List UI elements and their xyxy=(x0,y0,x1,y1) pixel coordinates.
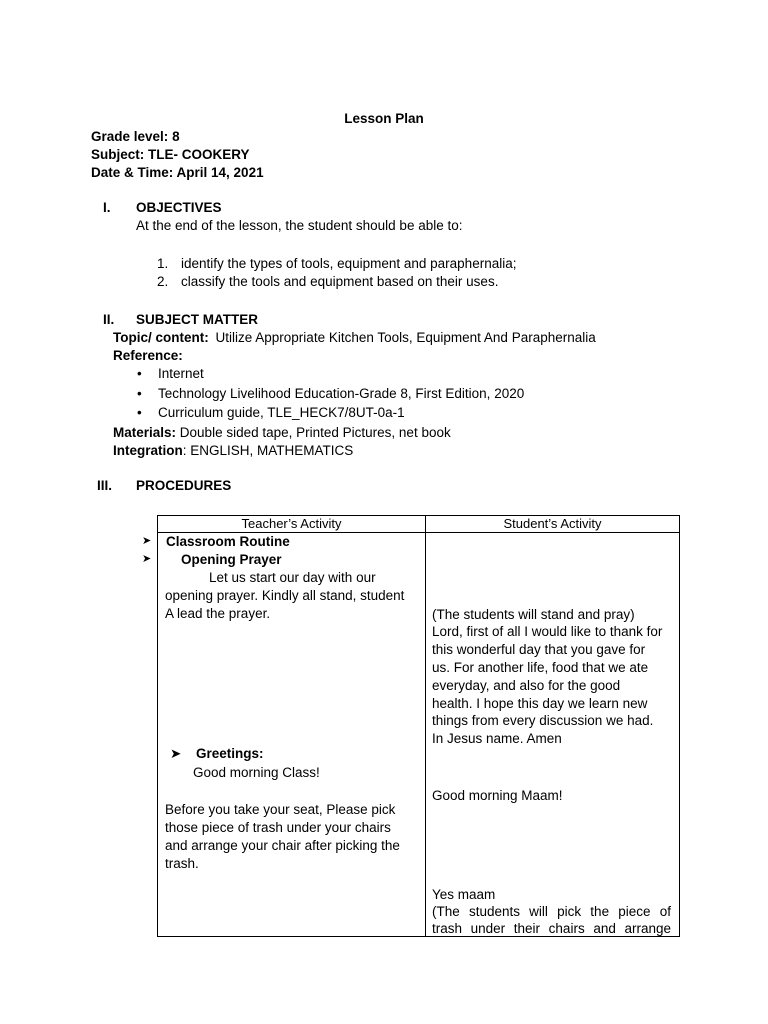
objectives-intro: At the end of the lesson, the student should be able to: xyxy=(136,218,463,233)
section-3-heading: PROCEDURES xyxy=(136,478,232,493)
student-yes: Yes maam xyxy=(432,887,496,902)
objective-item: classify the tools and equipment based on their uses. xyxy=(181,274,499,289)
objective-item: identify the types of tools, equipment and paraphernalia; xyxy=(181,256,517,271)
teacher-trash-line: those piece of trash under your chairs xyxy=(165,820,391,835)
document-title: Lesson Plan xyxy=(344,111,424,126)
subject-line xyxy=(91,146,250,164)
student-prayer-line: things from every discussion we had. xyxy=(432,713,654,728)
reference-label: Reference: xyxy=(113,348,183,363)
integration-line xyxy=(113,442,353,460)
date-label: Date & Time: xyxy=(91,165,174,180)
reference-item: Internet xyxy=(158,366,204,381)
teacher-trash-line: Before you take your seat, Please pick xyxy=(165,802,396,817)
bullet-icon: • xyxy=(137,386,142,401)
arrow-bullet-icon: ➤ xyxy=(170,746,182,761)
table-header-row xyxy=(158,516,680,533)
teacher-greeting: Good morning Class! xyxy=(193,765,320,780)
teacher-prayer-line: A lead the prayer. xyxy=(165,606,271,621)
grade-level-line xyxy=(91,128,180,146)
integration-label: Integration xyxy=(113,443,183,458)
bullet-icon: • xyxy=(137,366,142,381)
teacher-activity-header: Teacher’s Activity xyxy=(158,516,426,533)
student-activity-header: Student’s Activity xyxy=(426,516,680,533)
section-2-heading: SUBJECT MATTER xyxy=(136,312,259,327)
objective-number: 1. xyxy=(157,256,169,271)
student-prayer-line: this wonderful day that you gave for xyxy=(432,642,646,657)
bullet-icon: • xyxy=(137,405,142,420)
student-prayer-line: us. For another life, food that we ate xyxy=(432,660,649,675)
topic-label: Topic/ content: xyxy=(113,330,209,345)
grade-value: 8 xyxy=(172,129,180,144)
reference-item: Curriculum guide, TLE_HECK7/8UT-0a-1 xyxy=(158,405,405,420)
greetings-heading: Greetings: xyxy=(196,746,264,761)
materials-label: Materials: xyxy=(113,425,177,440)
student-trash-line: (The students will pick the piece of xyxy=(432,904,671,919)
teacher-activity-cell xyxy=(158,533,426,937)
subject-label: Subject: xyxy=(91,147,145,162)
section-2-numeral: II. xyxy=(103,312,115,327)
materials-value: Double sided tape, Printed Pictures, net book xyxy=(179,425,451,440)
student-trash-line: trash under their chairs and arrange xyxy=(432,921,671,936)
student-prayer-line: health. I hope this day we learn new xyxy=(432,696,648,711)
prayer-heading: Opening Prayer xyxy=(181,552,282,567)
integration-value: : ENGLISH, MATHEMATICS xyxy=(182,443,354,458)
student-prayer-line: everyday, and also for the good xyxy=(432,678,621,693)
teacher-trash-line: trash. xyxy=(165,856,199,871)
subject-value: TLE- COOKERY xyxy=(148,147,250,162)
topic-value: Utilize Appropriate Kitchen Tools, Equipment And Paraphernalia xyxy=(215,330,596,345)
section-1-numeral: I. xyxy=(103,200,111,215)
topic-line xyxy=(113,329,596,347)
procedures-table xyxy=(157,515,680,937)
teacher-prayer-line: opening prayer. Kindly all stand, student xyxy=(165,588,405,603)
materials-line xyxy=(113,424,451,442)
student-prayer-line: (The students will stand and pray) xyxy=(432,607,635,622)
arrow-bullet-icon: ➤ xyxy=(142,535,152,547)
student-greeting: Good morning Maam! xyxy=(432,788,563,803)
section-3-numeral: III. xyxy=(97,478,113,493)
arrow-bullet-icon: ➤ xyxy=(142,553,152,565)
section-1-heading: OBJECTIVES xyxy=(136,200,222,215)
table-row xyxy=(158,533,680,937)
student-prayer-line: In Jesus name. Amen xyxy=(432,731,562,746)
student-prayer-line: Lord, first of all I would like to thank for xyxy=(432,624,663,639)
objective-number: 2. xyxy=(157,274,169,289)
student-activity-cell xyxy=(426,533,680,937)
reference-item: Technology Livelihood Education-Grade 8, First Edition, 2020 xyxy=(158,386,525,401)
grade-label: Grade level: xyxy=(91,129,169,144)
teacher-prayer-line: Let us start our day with our xyxy=(209,570,376,585)
date-line xyxy=(91,164,264,182)
teacher-trash-line: and arrange your chair after picking the xyxy=(165,838,400,853)
date-value: April 14, 2021 xyxy=(176,165,264,180)
routine-heading: Classroom Routine xyxy=(166,534,290,549)
